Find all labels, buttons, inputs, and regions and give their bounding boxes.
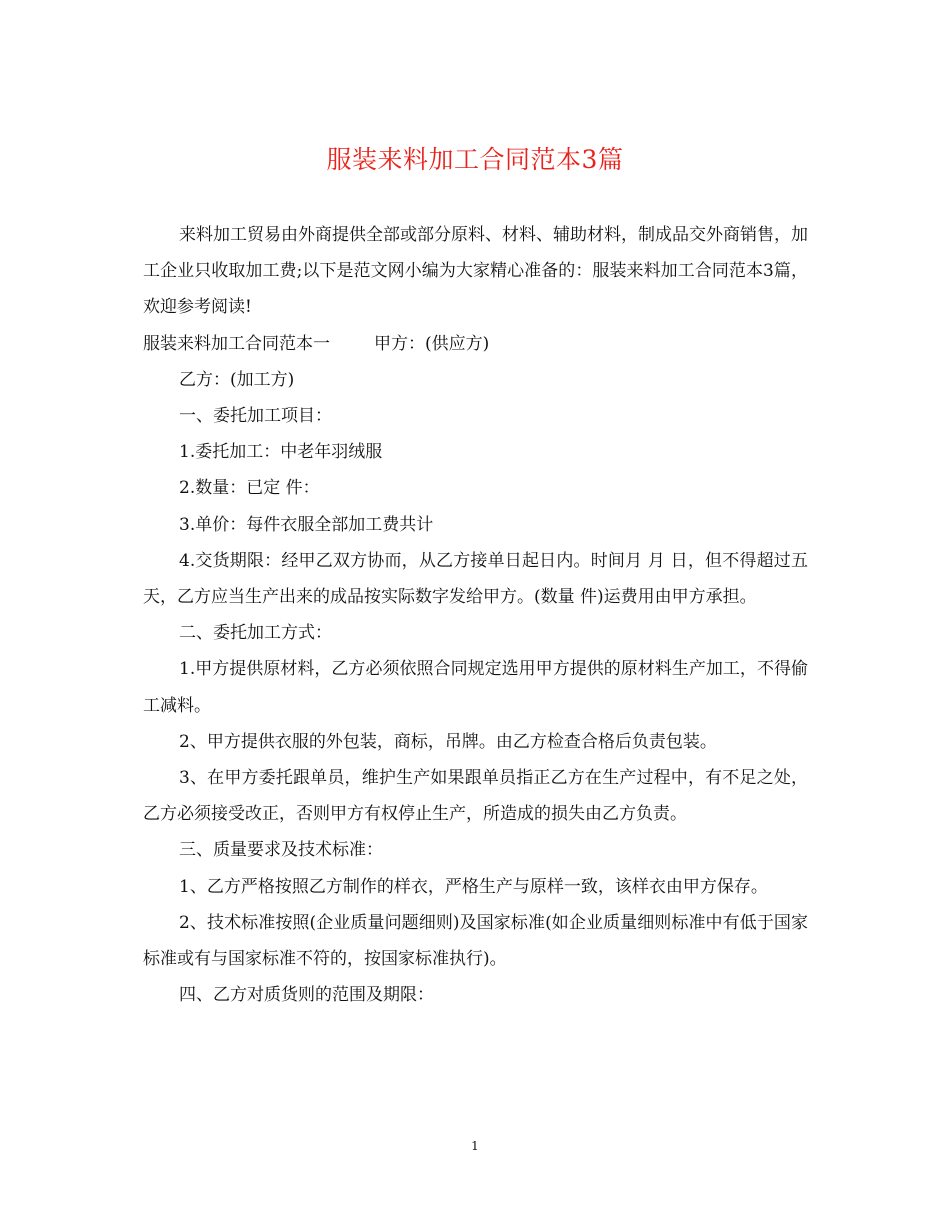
section-heading-line: [143, 326, 808, 362]
party-b: 乙方：(加工方): [179, 369, 295, 390]
paragraph: 1.委托加工：中老年羽绒服: [179, 442, 383, 463]
paragraph: 1、乙方严格按照乙方制作的样衣，严格生产与原样一致，该样衣由甲方保存。: [179, 876, 768, 897]
document-title: 服装来料加工合同范本3篇: [326, 145, 624, 174]
paragraph: 一、委托加工项目：: [179, 406, 332, 427]
paragraph: 4.交货期限：经甲乙双方协而，从乙方接单日起日内。时间月 月 日，但不得超过五天，乙方应当生产出来的成品按实际数字发给甲方。(数量 件)运费用由甲方承担。: [143, 550, 808, 608]
paragraph: 3、在甲方委托跟单员，维护生产如果跟单员指正乙方在生产过程中，有不足之处，乙方必须接受改正，否则甲方有权停止生产，所造成的损失由乙方负责。: [143, 768, 808, 825]
paragraph: 2、技术标准按照(企业质量问题细则)及国家标准(如企业质量细则标准中有低于国家标准或有与国家标准不符的，按国家标准执行)。: [143, 912, 808, 970]
paragraph: 四、乙方对质货则的范围及期限：: [179, 985, 434, 1006]
party-a: 甲方：(供应方): [374, 333, 490, 354]
paragraph: 2.数量：已定 件：: [179, 478, 320, 499]
paragraph: 二、委托加工方式：: [179, 623, 332, 644]
paragraph: 3.单价：每件衣服全部加工费共计: [179, 514, 434, 535]
intro-paragraph: 来料加工贸易由外商提供全部或部分原料、材料、辅助材料，制成品交外商销售，加工企业只收取加工费;以下是范文网小编为大家精心准备的：服装来料加工合同范本3篇，欢迎参考阅读!: [143, 225, 808, 318]
paragraph: 1.甲方提供原材料，乙方必须依照合同规定选用甲方提供的原材料生产加工，不得偷工减料。: [143, 659, 808, 716]
document-body: [143, 217, 808, 1013]
paragraph: 2、甲方提供衣服的外包装，商标，吊牌。由乙方检查合格后负责包装。: [179, 731, 717, 752]
page-number: 1: [471, 1139, 479, 1153]
section-heading: 服装来料加工合同范本一: [143, 333, 330, 354]
paragraph: 三、质量要求及技术标准：: [179, 840, 383, 861]
